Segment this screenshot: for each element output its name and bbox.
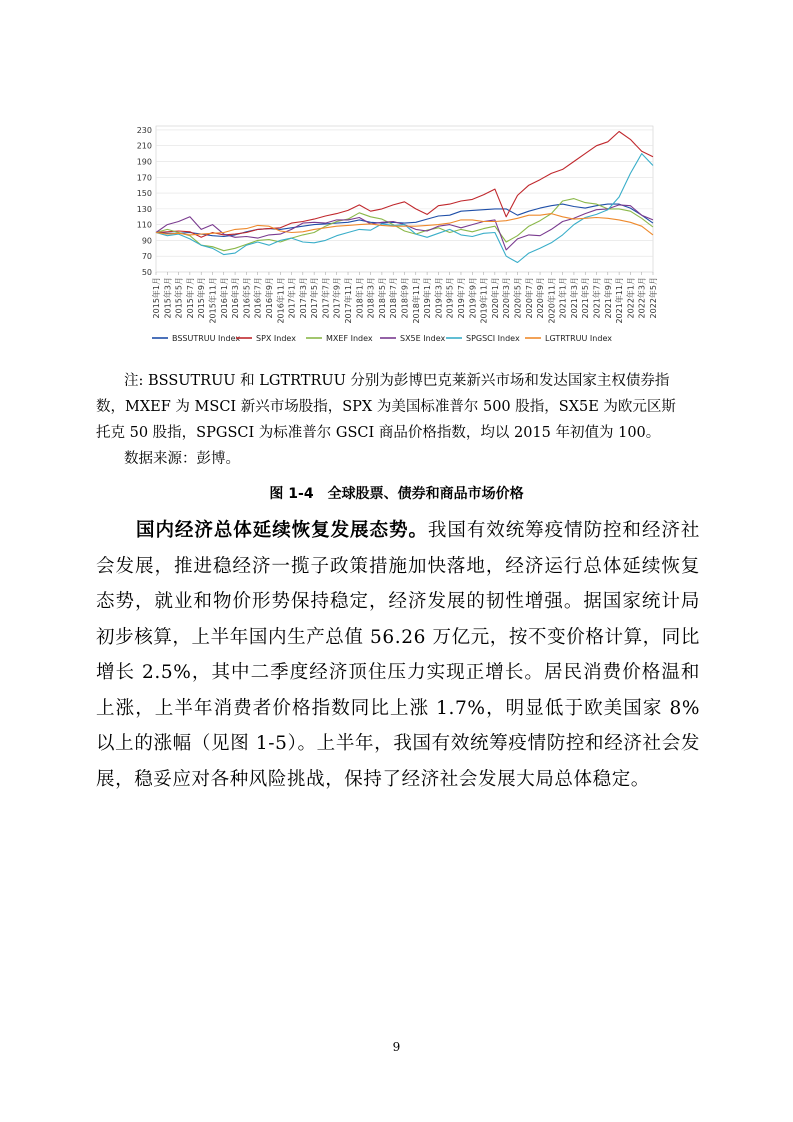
y-tick-label: 170 [136,173,152,183]
x-axis-ticks [151,272,658,324]
x-tick-label: 2016年7月 [253,277,263,319]
x-tick-label: 2015年7月 [185,277,195,319]
x-tick-label: 2021年5月 [581,277,591,319]
x-tick-label: 2017年7月 [321,277,331,319]
y-tick-label: 50 [141,268,152,277]
x-tick-label: 2018年3月 [366,277,376,319]
x-tick-label: 2022年1月 [626,276,636,319]
y-tick-label: 150 [136,189,152,199]
x-tick-label: 2019年7月 [456,277,466,319]
x-tick-label: 2018年9月 [400,277,410,319]
x-tick-label: 2022年3月 [637,277,647,319]
x-tick-label: 2017年1月 [287,277,297,319]
x-tick-label: 2020年11月 [547,277,557,324]
x-tick-label: 2021年7月 [592,276,602,319]
x-tick-label: 2022年5月 [649,277,658,319]
x-tick-label: 2017年3月 [298,277,308,319]
note-line-1: 注: BSSUTRUU 和 LGTRTRUU 分别为彭博巴克莱新兴市场和发达国家主权债券指 [124,373,670,389]
x-tick-label: 2020年3月 [502,277,512,319]
x-tick-label: 2017年11月 [344,277,354,324]
body-paragraph [96,513,700,797]
x-tick-label: 2021年1月 [558,277,568,319]
paragraph-lead: 国内经济总体延续恢复发展态势。 [136,520,428,541]
x-tick-label: 2015年11月 [208,277,218,324]
x-tick-label: 2021年9月 [603,277,613,319]
x-tick-label: 2020年1月 [490,277,500,319]
x-tick-label: 2017年5月 [310,277,320,319]
chart-grid [156,126,653,272]
chart-legend [152,334,612,343]
x-tick-label: 2021年3月 [569,277,579,319]
legend-label: LGTRTRUU Index [545,334,612,343]
page-number: 9 [392,1040,401,1054]
legend-label: SX5E Index [400,334,446,343]
x-tick-label: 2018年7月 [389,277,399,319]
legend-label: BSSUTRUU Index [172,334,241,343]
x-tick-label: 2018年11月 [411,277,421,324]
x-tick-label: 2021年11月 [615,277,625,324]
x-tick-label: 2020年5月 [513,277,523,319]
paragraph-text: 我国有效统筹疫情防控和经济社会发展，推进稳经济一揽子政策措施加快落地，经济运行总体延续恢复态势，就业和物价形势保持稳定，经济发展的韧性增强。据国家统计局初步核算，上半年国内生产总值 56.26 万亿元，按不变价格计算，同比增长 2.5%，其中二季度经济顶住压力实现正增长。居民消费价格温和上涨，上半年消费者价格指数同比上涨 1.7%，明显低于欧美国家 8%以上的涨幅（见图 1-5）。上半年，我国有效统筹疫情防控和经济社会发展，稳妥应对各种风险挑战，保持了经济社会发展大局总体稳定。 [96,520,700,790]
series-line-sx5e [156,205,653,250]
x-tick-label: 2015年5月 [174,277,184,319]
note-line-2: 数，MXEF 为 MSCI 新兴市场股指，SPX 为美国标准普尔 500 股指，SX5E 为欧元区斯 [96,399,676,415]
chart-series [156,132,653,263]
x-tick-label: 2016年3月 [231,277,241,319]
figure-caption: 图 1-4 全球股票、债券和商品市场价格 [269,486,524,502]
y-tick-label: 110 [136,220,152,230]
data-source: 数据来源：彭博。 [124,451,240,467]
x-tick-label: 2016年11月 [276,277,286,324]
x-tick-label: 2017年9月 [332,277,342,319]
x-tick-label: 2018年5月 [377,277,387,319]
plot-frame [156,126,653,272]
note-line-3: 托克 50 股指，SPGSCI 为标准普尔 GSCI 商品价格指数，均以 2015 年初值为 100。 [96,425,661,441]
x-tick-label: 2020年9月 [536,277,546,319]
x-tick-label: 2018年1月 [355,277,365,319]
x-tick-label: 2016年1月 [219,277,229,319]
legend-label: SPX Index [256,334,296,343]
x-tick-label: 2016年5月 [242,277,252,319]
y-tick-label: 130 [136,204,152,214]
x-tick-label: 2019年3月 [434,277,444,319]
x-tick-label: 2015年9月 [197,277,207,319]
x-tick-label: 2015年3月 [163,277,173,319]
legend-label: MXEF Index [326,334,373,343]
x-tick-label: 2019年1月 [423,277,433,319]
y-tick-label: 90 [141,236,152,246]
y-axis-ticks [137,126,152,277]
line-chart [128,118,668,350]
x-tick-label: 2016年9月 [264,277,274,319]
y-tick-label: 210 [136,141,152,151]
legend-label: SPGSCI Index [466,334,520,343]
series-line-spgsci [156,154,653,263]
x-tick-label: 2019年5月 [445,277,455,319]
y-tick-label: 230 [136,125,152,135]
x-tick-label: 2015年1月 [152,277,161,319]
y-tick-label: 70 [141,252,152,262]
x-tick-label: 2020年7月 [524,277,534,319]
chart-note [96,368,700,472]
y-tick-label: 190 [136,157,152,167]
x-tick-label: 2019年9月 [468,277,478,319]
x-tick-label: 2019年11月 [479,277,489,324]
